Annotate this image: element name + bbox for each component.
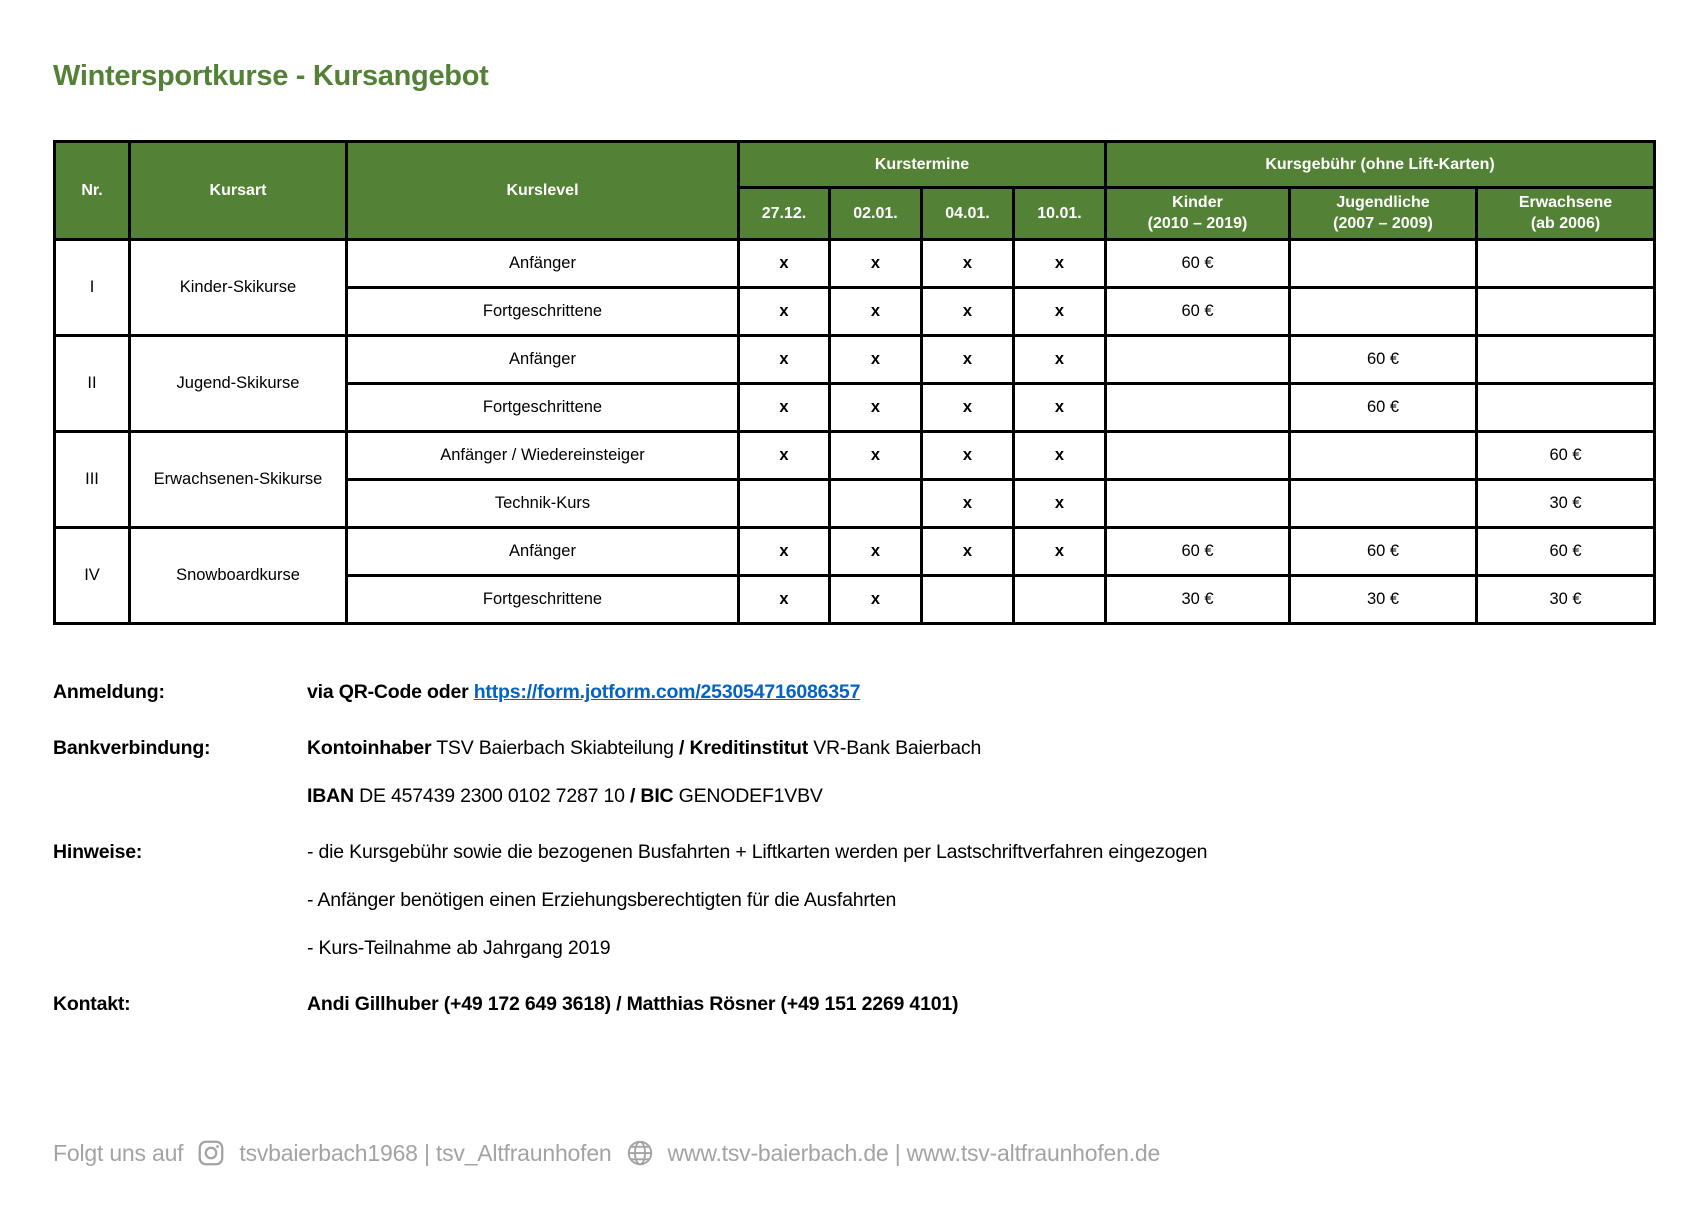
cell-fee-erwachsene-na: [1477, 336, 1655, 384]
cell-fee-jugendliche-na: [1290, 240, 1477, 288]
cell-fee-jugendliche-na: [1290, 432, 1477, 480]
cell-termin: x: [922, 384, 1014, 432]
table-header-row-top: [55, 142, 1655, 188]
cell-kurslevel: Fortgeschrittene: [347, 384, 739, 432]
cell-termin: x: [830, 288, 922, 336]
cell-fee-kinder: 60 €: [1106, 288, 1290, 336]
fee-group-name: Kinder: [1172, 193, 1223, 211]
kontakt-section: [53, 980, 1653, 1028]
fee-group-years: (2007 – 2009): [1333, 214, 1433, 232]
iban-label: IBAN: [307, 785, 354, 807]
fee-group-name: Jugendliche: [1336, 193, 1430, 211]
cell-termin: x: [830, 576, 922, 624]
cell-fee-kinder: 60 €: [1106, 528, 1290, 576]
col-header-fee-jugendliche: [1290, 188, 1477, 240]
bankverbindung-section: [53, 724, 1653, 820]
col-header-kurstermine: Kurstermine: [739, 142, 1106, 188]
cell-termin: x: [830, 384, 922, 432]
cell-kursart: Jugend-Skikurse: [130, 336, 347, 432]
cell-termin: x: [922, 528, 1014, 576]
table-row: [55, 336, 1655, 384]
cell-kurslevel: Anfänger: [347, 336, 739, 384]
table-row: [55, 528, 1655, 576]
cell-termin-na: [1014, 576, 1106, 624]
cell-termin: x: [922, 336, 1014, 384]
anmeldung-prefix: via QR-Code oder: [307, 681, 474, 703]
cell-termin: x: [739, 384, 830, 432]
bankverbindung-label: Bankverbindung:: [53, 737, 211, 759]
col-header-kurslevel: Kurslevel: [347, 142, 739, 240]
col-header-date-1: 27.12.: [739, 188, 830, 240]
col-header-date-2: 02.01.: [830, 188, 922, 240]
bic-label: / BIC: [630, 785, 674, 807]
cell-fee-jugendliche: 30 €: [1290, 576, 1477, 624]
cell-fee-jugendliche: 60 €: [1290, 336, 1477, 384]
cell-termin: x: [922, 288, 1014, 336]
cell-kurslevel: Anfänger / Wiedereinsteiger: [347, 432, 739, 480]
instagram-icon: [196, 1138, 226, 1168]
globe-icon: [625, 1138, 655, 1168]
cell-termin: x: [830, 432, 922, 480]
footer-social-bar: [53, 1138, 1160, 1168]
cell-fee-erwachsene-na: [1477, 288, 1655, 336]
cell-nr: II: [55, 336, 130, 432]
kontakt-label: Kontakt:: [53, 993, 131, 1015]
cell-termin: x: [922, 240, 1014, 288]
cell-termin: x: [739, 288, 830, 336]
cell-fee-kinder-na: [1106, 384, 1290, 432]
cell-fee-erwachsene: 60 €: [1477, 432, 1655, 480]
cell-fee-erwachsene: 30 €: [1477, 576, 1655, 624]
cell-termin: x: [1014, 528, 1106, 576]
hinweis-item: - Kurs-Teilnahme ab Jahrgang 2019: [307, 937, 611, 959]
cell-termin: x: [1014, 432, 1106, 480]
iban-value: DE 457439 2300 0102 7287 10: [353, 785, 630, 807]
cell-kursart: Kinder-Skikurse: [130, 240, 347, 336]
col-header-nr: Nr.: [55, 142, 130, 240]
cell-fee-jugendliche: 60 €: [1290, 384, 1477, 432]
cell-termin-na: [739, 480, 830, 528]
cell-fee-kinder: 60 €: [1106, 240, 1290, 288]
follow-text: Folgt uns auf: [53, 1139, 184, 1166]
cell-termin: x: [1014, 336, 1106, 384]
hinweis-item: - Anfänger benötigen einen Erziehungsberechtigten für die Ausfahrten: [307, 889, 897, 911]
bic-value: GENODEF1VBV: [673, 785, 823, 807]
cell-nr: IV: [55, 528, 130, 624]
cell-termin: x: [1014, 480, 1106, 528]
hinweise-list: [307, 828, 1653, 972]
kontoinhaber-label: Kontoinhaber: [307, 737, 432, 759]
col-header-date-3: 04.01.: [922, 188, 1014, 240]
website-links: www.tsv-baierbach.de | www.tsv-altfraunhofen.de: [667, 1139, 1161, 1166]
cell-kurslevel: Anfänger: [347, 240, 739, 288]
fee-group-name: Erwachsene: [1518, 193, 1613, 211]
kontakt-value: Andi Gillhuber (+49 172 649 3618) / Matthias Rösner (+49 151 2269 4101): [307, 993, 959, 1015]
col-header-kursart: Kursart: [130, 142, 347, 240]
cell-kurslevel: Fortgeschrittene: [347, 288, 739, 336]
cell-fee-erwachsene-na: [1477, 240, 1655, 288]
hinweis-item: - die Kursgebühr sowie die bezogenen Busfahrten + Liftkarten werden per Lastschriftverfahren eingezogen: [307, 841, 1208, 863]
cell-kurslevel: Anfänger: [347, 528, 739, 576]
cell-termin: x: [830, 240, 922, 288]
cell-fee-erwachsene: 60 €: [1477, 528, 1655, 576]
cell-kurslevel: Fortgeschrittene: [347, 576, 739, 624]
cell-termin: x: [739, 432, 830, 480]
cell-fee-jugendliche-na: [1290, 480, 1477, 528]
cell-nr: I: [55, 240, 130, 336]
cell-termin: x: [739, 336, 830, 384]
cell-fee-kinder-na: [1106, 480, 1290, 528]
cell-fee-jugendliche-na: [1290, 288, 1477, 336]
cell-fee-jugendliche: 60 €: [1290, 528, 1477, 576]
cell-termin: x: [1014, 384, 1106, 432]
cell-termin: x: [1014, 288, 1106, 336]
hinweise-label: Hinweise:: [53, 841, 143, 863]
cell-termin: x: [739, 528, 830, 576]
cell-termin: x: [739, 240, 830, 288]
hinweise-section: [53, 828, 1653, 972]
page-title: Wintersportkurse - Kursangebot: [53, 60, 489, 92]
table-row: [55, 432, 1655, 480]
info-sections: [53, 668, 1653, 1036]
cell-termin-na: [830, 480, 922, 528]
kreditinstitut-label: / Kreditinstitut: [679, 737, 809, 759]
cell-fee-kinder-na: [1106, 432, 1290, 480]
cell-termin: x: [739, 576, 830, 624]
cell-termin: x: [1014, 240, 1106, 288]
cell-termin-na: [922, 576, 1014, 624]
table-row: [55, 240, 1655, 288]
cell-fee-kinder-na: [1106, 336, 1290, 384]
bankverbindung-value: [307, 724, 1653, 820]
cell-kursart: Erwachsenen-Skikurse: [130, 432, 347, 528]
cell-kursart: Snowboardkurse: [130, 528, 347, 624]
col-header-kursgebuehr: Kursgebühr (ohne Lift-Karten): [1106, 142, 1655, 188]
cell-fee-erwachsene: 30 €: [1477, 480, 1655, 528]
col-header-fee-erwachsene: [1477, 188, 1655, 240]
instagram-handles: tsvbaierbach1968 | tsv_Altfraunhofen: [239, 1139, 612, 1166]
fee-group-years: (2010 – 2019): [1147, 214, 1248, 232]
cell-nr: III: [55, 432, 130, 528]
anmeldung-label: Anmeldung:: [53, 681, 165, 703]
col-header-fee-kinder: [1106, 188, 1290, 240]
kontoinhaber-value: TSV Baierbach Skiabteilung: [431, 737, 680, 759]
kreditinstitut-value: VR-Bank Baierbach: [808, 737, 982, 759]
cell-termin: x: [830, 528, 922, 576]
bank-line-1: [307, 724, 1653, 772]
bank-line-2: [307, 772, 1653, 820]
cell-kurslevel: Technik-Kurs: [347, 480, 739, 528]
anmeldung-section: [53, 668, 1653, 716]
cell-fee-kinder: 30 €: [1106, 576, 1290, 624]
cell-termin: x: [922, 480, 1014, 528]
cell-termin: x: [922, 432, 1014, 480]
fee-group-years: (ab 2006): [1530, 214, 1601, 232]
cell-termin: x: [830, 336, 922, 384]
col-header-date-4: 10.01.: [1014, 188, 1106, 240]
course-table: [53, 140, 1656, 625]
registration-link[interactable]: https://form.jotform.com/253054716086357: [473, 681, 861, 703]
anmeldung-value: [307, 668, 1653, 716]
cell-fee-erwachsene-na: [1477, 384, 1655, 432]
